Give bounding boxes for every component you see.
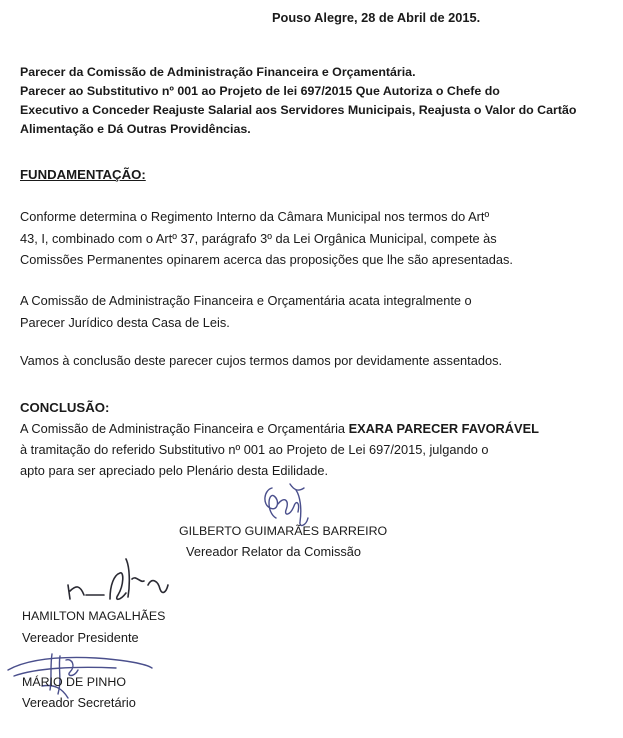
parecer-favoravel-emphasis: EXARA PARECER FAVORÁVEL <box>348 421 539 436</box>
signatory-role-secretario: Vereador Secretário <box>22 695 136 710</box>
title-line: Alimentação e Dá Outras Providências. <box>20 122 251 136</box>
conclusao-line: à tramitação do referido Substitutivo nº 001 ao Projeto de Lei 697/2015, julgando o <box>20 442 489 457</box>
fundamentacao-heading: FUNDAMENTAÇÃO: <box>20 167 146 182</box>
fundamentacao-paragraph-2 <box>20 290 472 333</box>
paragraph-line: A Comissão de Administração Financeira e Orçamentária acata integralmente o <box>20 293 472 308</box>
paragraph-line: Vamos à conclusão deste parecer cujos termos damos por devidamente assentados. <box>20 353 503 368</box>
title-line: Executivo a Conceder Reajuste Salarial aos Servidores Municipais, Reajusta o Valor do Cartão <box>20 103 577 117</box>
conclusao-text: A Comissão de Administração Financeira e Orçamentária <box>20 421 349 436</box>
paragraph-line: 43, I, combinado com o Artº 37, parágrafo 3º da Lei Orgânica Municipal, compete às <box>20 230 497 246</box>
paragraph-line: Conforme determina o Regimento Interno da Câmara Municipal nos termos do Artº <box>20 209 490 224</box>
document-title <box>20 63 576 139</box>
signatory-name-presidente: HAMILTON MAGALHÃES <box>22 609 166 623</box>
conclusao-line <box>20 418 539 439</box>
paragraph-line: Parecer Jurídico desta Casa de Leis. <box>20 314 230 330</box>
conclusao-section <box>20 397 539 481</box>
signatory-name-relator: GILBERTO GUIMARÃES BARREIRO <box>179 524 388 538</box>
conclusao-heading: CONCLUSÃO: <box>20 400 110 415</box>
paragraph-line: Comissões Permanentes opinarem acerca das proposições que lhe são apresentadas. <box>20 252 513 267</box>
fundamentacao-paragraph-3 <box>20 350 502 372</box>
signatory-role-presidente: Vereador Presidente <box>22 630 139 645</box>
signatory-role-relator: Vereador Relator da Comissão <box>186 544 361 559</box>
signature-presidente <box>60 555 180 605</box>
title-line: Parecer da Comissão de Administração Financeira e Orçamentária. <box>20 65 416 79</box>
conclusao-line: apto para ser apreciado pelo Plenário desta Edilidade. <box>20 463 329 478</box>
fundamentacao-paragraph-1 <box>20 206 513 271</box>
signature-relator <box>250 482 330 530</box>
signatory-name-secretario: MÁRIO DE PINHO <box>22 675 126 689</box>
date-line: Pouso Alegre, 28 de Abril de 2015. <box>272 10 481 25</box>
title-line: Parecer ao Substitutivo nº 001 ao Projeto de lei 697/2015 Que Autoriza o Chefe do <box>20 84 500 98</box>
